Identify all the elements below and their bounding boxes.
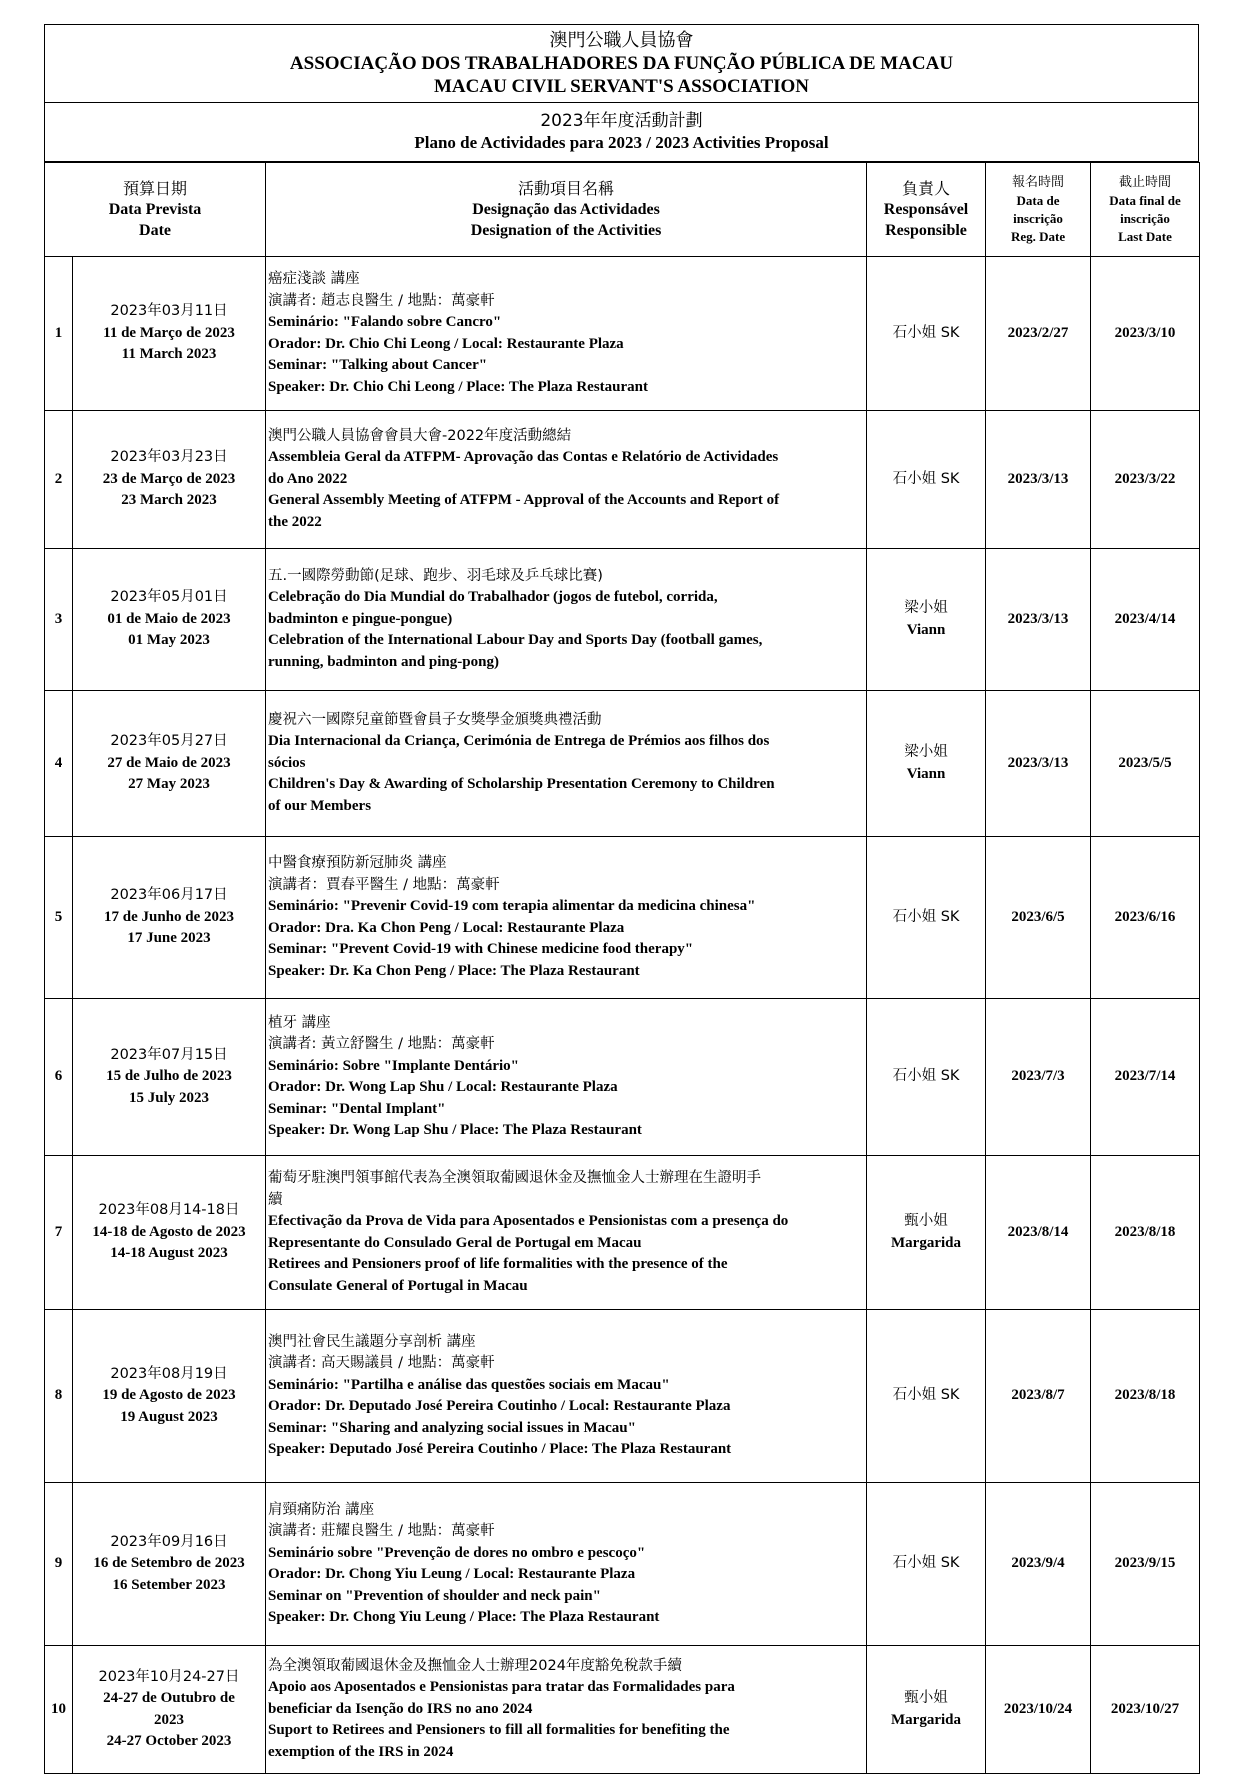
activity-designation-line: 為全澳領取葡國退休金及撫恤金人士辦理2024年度豁免稅款手續: [268, 1657, 682, 1674]
row-number: 6: [45, 999, 73, 1156]
activity-designation-line: Seminário sobre "Prevenção de dores no ombro e pescoço": [268, 1544, 646, 1561]
registration-date: 2023/8/7: [986, 1310, 1091, 1483]
column-header-reg-date-zh: 報名時間: [1012, 174, 1065, 190]
table-row: [45, 1156, 1200, 1310]
activity-designation-line: 演講者: 黃立舒醫生 / 地點：萬豪軒: [268, 1036, 495, 1052]
table-row: [45, 549, 1200, 691]
column-header-date: [45, 163, 266, 257]
activity-designation-line: 五.一國際勞動節(足球、跑步、羽毛球及乒乓球比賽): [268, 567, 603, 584]
activity-designation-line: Efectivação da Prova de Vida para Aposentados e Pensionistas com a presença do: [268, 1213, 789, 1229]
activity-designation-line: 植牙 講座: [268, 1014, 331, 1031]
column-header-responsible-en: Responsible: [885, 222, 967, 239]
activity-date-line: 23 de Março de 2023: [102, 470, 236, 487]
column-header-activity: [266, 163, 867, 257]
activity-designation-line: Dia Internacional da Criança, Cerimónia de Entrega de Prémios aos filhos dos: [268, 733, 770, 750]
plan-title-header: [44, 103, 1199, 162]
activities-table-body: [45, 257, 1200, 1774]
responsible-person-line: 梁小姐: [904, 744, 948, 760]
column-header-reg-date-pt-1: Data de: [1016, 192, 1060, 208]
registration-date: 2023/6/5: [986, 837, 1091, 999]
activity-date-line: 2023年03月11日: [110, 303, 228, 320]
activity-date-line: 24-27 de Outubro de: [103, 1690, 235, 1706]
activity-date-line: 15 de Julho de 2023: [106, 1068, 232, 1085]
activity-designation-line: Orador: Dra. Ka Chon Peng / Local: Restaurante Plaza: [268, 919, 625, 936]
activity-designation-line: Orador: Dr. Chong Yiu Leung / Local: Restaurante Plaza: [268, 1566, 636, 1582]
responsible-person: [867, 1646, 986, 1774]
activity-date-line: 01 May 2023: [128, 632, 210, 649]
association-name-en: MACAU CIVIL SERVANT'S ASSOCIATION: [433, 76, 810, 97]
activity-designation-line: Speaker: Deputado José Pereira Coutinho / Place: The Plaza Restaurant: [268, 1441, 732, 1457]
last-registration-date: 2023/7/14: [1091, 999, 1200, 1156]
activity-designation-line: General Assembly Meeting of ATFPM - Approval of the Accounts and Report of: [268, 492, 780, 509]
activity-designation-line: do Ano 2022: [268, 470, 348, 487]
activity-designation-line: Retirees and Pensioners proof of life formalities with the presence of the: [268, 1256, 728, 1272]
activity-date: [73, 999, 266, 1156]
activity-designation-line: beneficiar da Isenção do IRS no ano 2024: [268, 1700, 533, 1717]
column-header-responsible-zh: 負責人: [902, 179, 951, 198]
activity-designation-line: Children's Day & Awarding of Scholarship Presentation Ceremony to Children: [268, 776, 775, 793]
activity-designation-line: 演講者: 莊耀良醫生 / 地點：萬豪軒: [268, 1523, 495, 1539]
last-registration-date: 2023/3/22: [1091, 411, 1200, 549]
activity-designation-line: the 2022: [268, 513, 322, 530]
activity-designation: [266, 1310, 867, 1483]
activity-date-line: 27 de Maio de 2023: [107, 754, 231, 771]
responsible-person: [867, 411, 986, 549]
responsible-person: [867, 999, 986, 1156]
responsible-person: [867, 549, 986, 691]
activity-date-line: 2023: [154, 1711, 184, 1728]
responsible-person: [867, 257, 986, 411]
row-number: 9: [45, 1483, 73, 1646]
activity-date-line: 17 de Junho de 2023: [103, 908, 235, 925]
activity-date-line: 2023年05月01日: [110, 589, 228, 606]
activity-designation-line: 演講者: 趙志良醫生 / 地點：萬豪軒: [268, 292, 495, 309]
activity-date-line: 2023年09月16日: [110, 1533, 228, 1550]
column-header-activity-pt: Designação das Actividades: [472, 201, 660, 218]
column-header-last-date-pt-2: inscrição: [1120, 210, 1170, 226]
last-registration-date: 2023/8/18: [1091, 1156, 1200, 1310]
registration-date: 2023/10/24: [986, 1646, 1091, 1774]
column-header-reg-date-en: Reg. Date: [1010, 228, 1066, 244]
registration-date: 2023/3/13: [986, 411, 1091, 549]
responsible-person: [867, 1483, 986, 1646]
last-registration-date: 2023/6/16: [1091, 837, 1200, 999]
activity-date-line: 2023年10月24-27日: [98, 1668, 240, 1685]
activity-designation-line: 慶祝六一國際兒童節暨會員子女獎學金頒獎典禮活動: [268, 711, 602, 728]
table-row: [45, 1310, 1200, 1483]
activity-date-line: 17 June 2023: [127, 930, 211, 947]
last-registration-date: 2023/5/5: [1091, 691, 1200, 837]
table-row: [45, 837, 1200, 999]
document-sheet: [44, 24, 1199, 1774]
responsible-person: [867, 1310, 986, 1483]
activity-designation-line: Seminário: Sobre "Implante Dentário": [268, 1057, 519, 1074]
activity-designation-line: 癌症淺談 講座: [268, 271, 360, 287]
activity-date-line: 01 de Maio de 2023: [107, 610, 231, 627]
responsible-person-line: 石小姐 SK: [892, 1555, 960, 1572]
responsible-person-line: 石小姐 SK: [892, 470, 960, 487]
activity-date-line: 11 March 2023: [121, 346, 217, 363]
activity-designation-line: Speaker: Dr. Ka Chon Peng / Place: The Plaza Restaurant: [268, 962, 640, 979]
column-header-date-pt: Data Prevista: [108, 201, 202, 218]
activity-designation: [266, 411, 867, 549]
activity-date: [73, 1646, 266, 1774]
activity-date: [73, 837, 266, 999]
activity-date-line: 2023年05月27日: [110, 733, 228, 750]
activity-designation-line: Seminar: "Talking about Cancer": [268, 357, 488, 373]
activity-date: [73, 549, 266, 691]
row-number: 3: [45, 549, 73, 691]
activity-date-line: 27 May 2023: [128, 776, 210, 793]
activity-designation: [266, 257, 867, 411]
activity-date-line: 23 March 2023: [121, 492, 217, 509]
activity-date-line: 2023年07月15日: [110, 1046, 228, 1063]
activity-designation-line: exemption of the IRS in 2024: [268, 1743, 454, 1760]
responsible-person-line: 石小姐 SK: [892, 1068, 960, 1085]
activity-designation-line: 演講者：賈春平醫生 / 地點：萬豪軒: [268, 876, 500, 893]
responsible-person: [867, 1156, 986, 1310]
activity-designation-line: Representante do Consulado Geral de Portugal em Macau: [268, 1234, 642, 1251]
activity-designation-line: Orador: Dr. Deputado José Pereira Coutinho / Local: Restaurante Plaza: [268, 1398, 731, 1414]
column-header-date-en: Date: [139, 222, 171, 239]
table-row: [45, 1483, 1200, 1646]
row-number: 7: [45, 1156, 73, 1310]
responsible-person-line: Viann: [906, 765, 946, 782]
activity-designation: [266, 691, 867, 837]
registration-date: 2023/2/27: [986, 257, 1091, 411]
registration-date: 2023/8/14: [986, 1156, 1091, 1310]
activity-designation-line: Celebração do Dia Mundial do Trabalhador (jogos de futebol, corrida,: [268, 589, 718, 606]
last-registration-date: 2023/3/10: [1091, 257, 1200, 411]
row-number: 5: [45, 837, 73, 999]
activity-date-line: 24-27 October 2023: [106, 1733, 232, 1749]
activity-designation-line: Speaker: Dr. Chong Yiu Leung / Place: The Plaza Restaurant: [268, 1609, 660, 1625]
activity-designation-line: Orador: Dr. Wong Lap Shu / Local: Restaurante Plaza: [268, 1079, 618, 1095]
activity-designation-line: 澳門公職人員協會會員大會-2022年度活動總結: [268, 427, 572, 444]
table-row: [45, 1646, 1200, 1774]
last-registration-date: 2023/9/15: [1091, 1483, 1200, 1646]
activity-designation: [266, 1483, 867, 1646]
activities-table: [44, 162, 1200, 1774]
registration-date: 2023/3/13: [986, 691, 1091, 837]
activity-designation-line: Seminar on "Prevention of shoulder and neck pain": [268, 1587, 601, 1604]
responsible-person-line: 梁小姐: [904, 600, 948, 616]
column-header-activity-zh: 活動項目名稱: [518, 179, 615, 198]
activity-date-line: 2023年06月17日: [110, 887, 228, 904]
activity-date-line: 2023年08月14-18日: [98, 1202, 240, 1219]
activity-designation: [266, 999, 867, 1156]
activity-designation-line: 葡萄牙駐澳門領事館代表為全澳領取葡國退休金及撫恤金人士辦理在生證明手: [268, 1170, 762, 1186]
column-header-last-date: [1091, 163, 1200, 257]
row-number: 1: [45, 257, 73, 411]
column-header-reg-date: [986, 163, 1091, 257]
column-header-reg-date-pt-2: inscrição: [1013, 210, 1063, 226]
activity-date-line: 2023年03月23日: [110, 449, 228, 466]
activity-designation: [266, 1156, 867, 1310]
responsible-person-line: 石小姐 SK: [892, 324, 960, 341]
last-registration-date: 2023/8/18: [1091, 1310, 1200, 1483]
activity-date-line: 16 de Setembro de 2023: [93, 1555, 245, 1572]
responsible-person-line: Viann: [906, 621, 946, 638]
table-row: [45, 257, 1200, 411]
activity-date-line: 19 August 2023: [120, 1408, 218, 1425]
responsible-person-line: Margarida: [891, 1711, 961, 1728]
last-registration-date: 2023/10/27: [1091, 1646, 1200, 1774]
activity-designation-line: Speaker: Dr. Wong Lap Shu / Place: The Plaza Restaurant: [268, 1122, 642, 1138]
last-registration-date: 2023/4/14: [1091, 549, 1200, 691]
activity-designation-line: Speaker: Dr. Chio Chi Leong / Place: The Plaza Restaurant: [268, 378, 649, 395]
column-header-last-date-en: Last Date: [1118, 228, 1172, 244]
activity-date-line: 16 Setember 2023: [112, 1576, 226, 1593]
activity-designation-line: sócios: [268, 754, 306, 771]
row-number: 4: [45, 691, 73, 837]
activity-date: [73, 411, 266, 549]
table-row: [45, 691, 1200, 837]
table-row: [45, 411, 1200, 549]
row-number: 8: [45, 1310, 73, 1483]
activity-designation-line: Seminar: "Sharing and analyzing social issues in Macau": [268, 1419, 636, 1436]
responsible-person: [867, 837, 986, 999]
plan-title-pt-en: Plano de Actividades para 2023 / 2023 Activities Proposal: [414, 133, 829, 152]
responsible-person-line: 石小姐 SK: [892, 1387, 960, 1404]
activity-date: [73, 1310, 266, 1483]
column-header-date-zh: 預算日期: [123, 179, 188, 198]
association-name-zh: 澳門公職人員協會: [549, 30, 694, 51]
activity-designation-line: 中醫食療預防新冠肺炎 講座: [268, 855, 447, 871]
plan-title-zh: 2023年年度活動計劃: [540, 111, 703, 131]
activity-designation-line: Suport to Retirees and Pensioners to fill all formalities for benefiting the: [268, 1722, 730, 1739]
activity-designation-line: Assembleia Geral da ATFPM- Aprovação das Contas e Relatório de Actividades: [268, 449, 779, 466]
responsible-person-line: 甄小姐: [904, 1690, 948, 1706]
registration-date: 2023/3/13: [986, 549, 1091, 691]
activity-designation-line: Apoio aos Aposentados e Pensionistas para tratar das Formalidades para: [268, 1679, 735, 1696]
activity-designation-line: Seminar: "Prevent Covid-19 with Chinese medicine food therapy": [268, 941, 694, 957]
activity-designation-line: Celebration of the International Labour Day and Sports Day (football games,: [268, 632, 763, 649]
activity-designation: [266, 1646, 867, 1774]
registration-date: 2023/7/3: [986, 999, 1091, 1156]
activity-designation-line: running, badminton and ping-pong): [268, 653, 499, 670]
responsible-person-line: 石小姐 SK: [892, 908, 960, 925]
column-header-responsible: [867, 163, 986, 257]
activity-designation-line: Seminar: "Dental Implant": [268, 1100, 446, 1117]
column-header-last-date-pt-1: Data final de: [1109, 192, 1181, 208]
activity-designation-line: Seminário: "Prevenir Covid-19 com terapia alimentar da medicina chinesa": [268, 898, 756, 914]
row-number: 10: [45, 1646, 73, 1774]
row-number: 2: [45, 411, 73, 549]
activity-designation-line: Seminário: "Partilha e análise das questões sociais em Macau": [268, 1376, 670, 1393]
responsible-person: [867, 691, 986, 837]
responsible-person-line: 甄小姐: [904, 1213, 948, 1229]
activity-designation-line: 演講者: 高天賜議員 / 地點：萬豪軒: [268, 1355, 495, 1371]
column-header-last-date-zh: 截止時間: [1119, 174, 1172, 190]
activity-date-line: 14-18 de Agosto de 2023: [92, 1223, 246, 1240]
column-header-activity-en: Designation of the Activities: [470, 222, 662, 239]
responsible-person-line: Margarida: [891, 1234, 961, 1251]
association-header: [44, 24, 1199, 103]
activity-designation-line: 澳門社會民生議題分享剖析 講座: [268, 1333, 476, 1350]
activity-designation-line: Seminário: "Falando sobre Cancro": [268, 314, 502, 330]
activity-date: [73, 1156, 266, 1310]
activity-designation-line: 肩頸痛防治 講座: [268, 1501, 375, 1518]
table-row: [45, 999, 1200, 1156]
registration-date: 2023/9/4: [986, 1483, 1091, 1646]
activity-date: [73, 257, 266, 411]
activity-date-line: 19 de Agosto de 2023: [102, 1387, 236, 1404]
activity-date-line: 2023年08月19日: [110, 1365, 228, 1382]
activity-date: [73, 1483, 266, 1646]
activity-designation-line: Consulate General of Portugal in Macau: [268, 1277, 528, 1294]
activity-date: [73, 691, 266, 837]
activity-date-line: 15 July 2023: [129, 1089, 210, 1106]
activity-designation-line: of our Members: [268, 797, 372, 814]
activity-designation-line: badminton e pingue-pongue): [268, 610, 453, 627]
activity-date-line: 14-18 August 2023: [110, 1245, 228, 1262]
activity-designation: [266, 837, 867, 999]
activity-designation-line: Orador: Dr. Chio Chi Leong / Local: Restaurante Plaza: [268, 335, 624, 352]
column-header-responsible-pt: Responsável: [883, 201, 969, 218]
activity-date-line: 11 de Março de 2023: [103, 324, 235, 341]
activity-designation: [266, 549, 867, 691]
association-name-pt: ASSOCIAÇÃO DOS TRABALHADORES DA FUNÇÃO PÚBLICA DE MACAU: [289, 53, 954, 74]
activity-designation-line: 續: [268, 1191, 283, 1208]
table-header-row: [45, 163, 1200, 257]
